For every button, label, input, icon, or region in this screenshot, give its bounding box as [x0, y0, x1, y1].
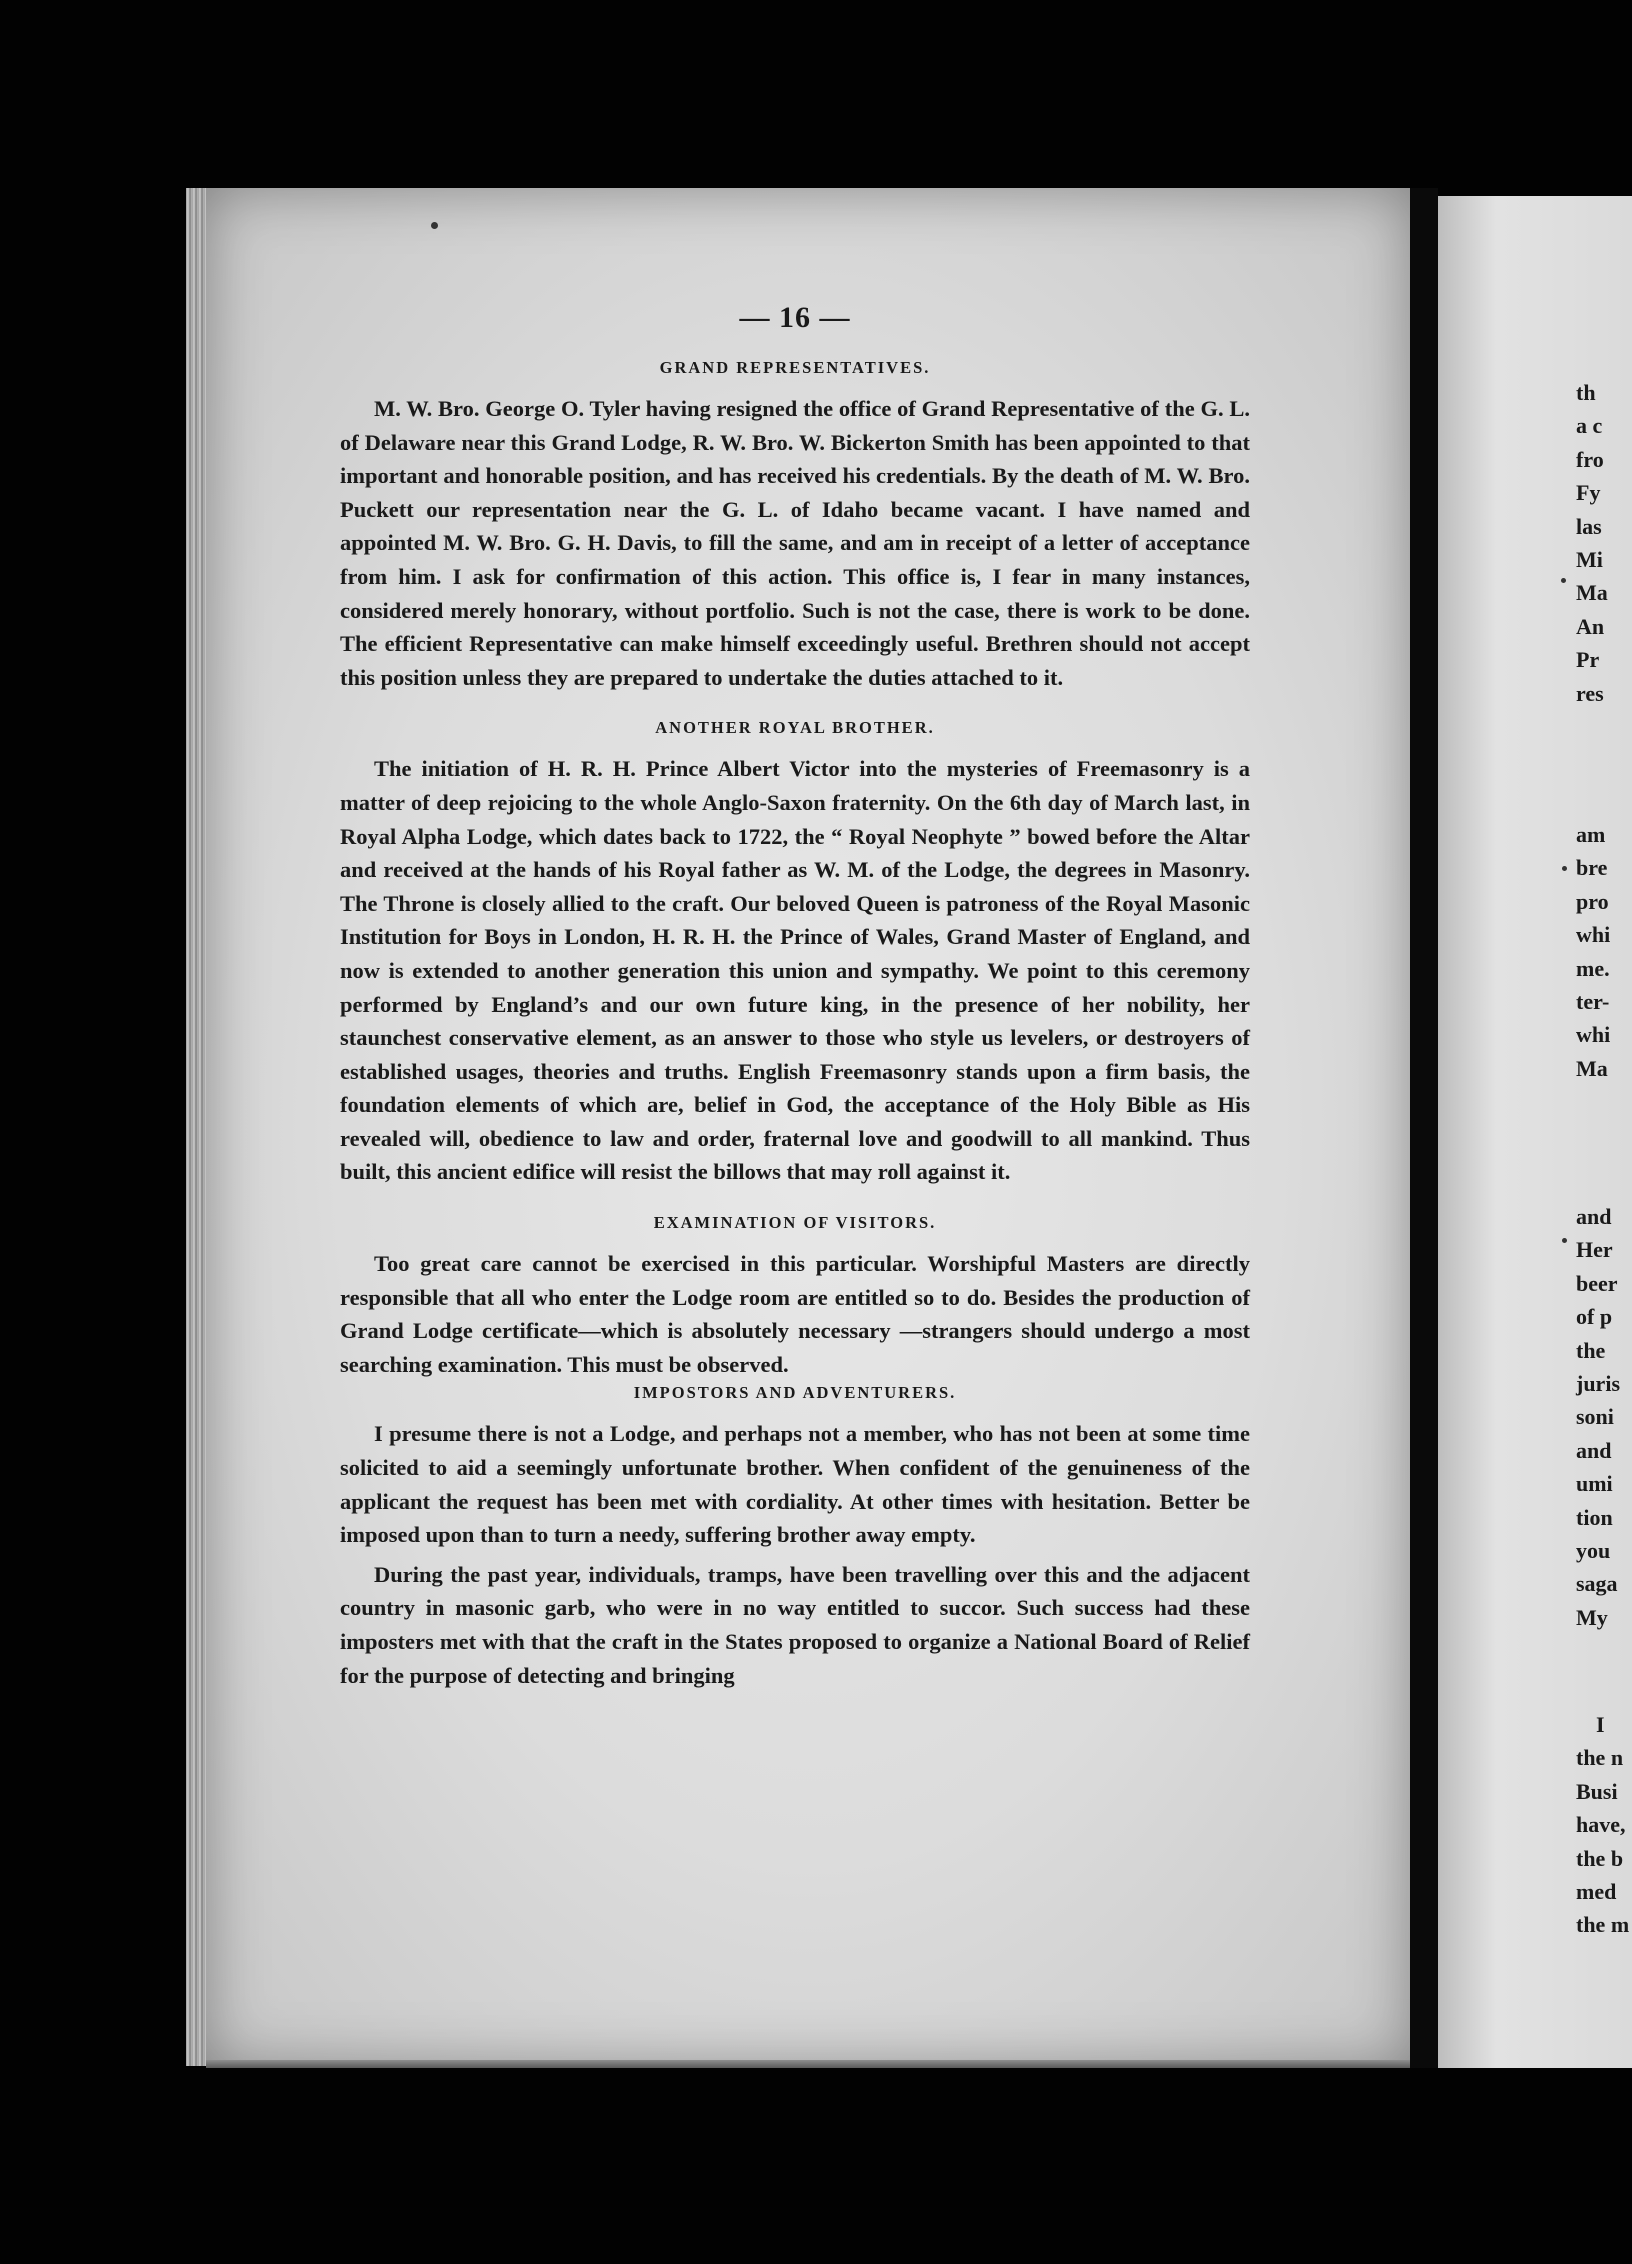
- next-page-fragment: the: [1576, 1337, 1606, 1363]
- page-bottom-edge: [206, 2060, 1412, 2068]
- next-page-fragment: An: [1576, 613, 1605, 639]
- page-number: — 16 —: [739, 301, 851, 334]
- next-page-fragment: Her: [1576, 1237, 1613, 1263]
- next-page-fragment: fro: [1576, 446, 1604, 472]
- next-page-fragment: ter-: [1576, 989, 1610, 1015]
- next-page-fragment: tion: [1576, 1504, 1613, 1530]
- paragraph: I presume there is not a Lodge, and perhaps not a member, who has not been at some time solicited to aid a seemingly unfortunate brother. When confident of the genuineness of the applicant the request has been met with cordiality. At other times with hesitation. Better be imposed upon than to turn a needy, suffering brother away empty.: [340, 1421, 1250, 1548]
- scan-speck: [431, 222, 438, 229]
- page-edge-stack: [186, 188, 208, 2066]
- next-page-fragment-block: [1576, 1708, 1632, 1942]
- paragraph: The initiation of H. R. H. Prince Albert Victor into the mysteries of Freemasonry is a matter of deep rejoicing to the whole Anglo-Saxon fraternity. On the 6th day of March last, in Royal Alpha Lodge, which dates back to 1722, the “ Royal Neophyte ” bowed before the Altar and received at the hands of his Royal father as W. M. of the Lodge, the degrees in Masonry. The Throne is closely allied to the craft. Our beloved Queen is patroness of the Royal Masonic Institution for Boys in London, H. R. H. the Prince of Wales, Grand Master of England, and now is extended to another generation this union and sympathy. We point to this ceremony performed by England’s and our own future king, in the presence of her nobility, her staunchest conservative element, as an answer to those who style us levelers, or destroyers of established usages, theories and truths. English Freemasonry stands upon a firm basis, the foundation elements of which are, belief in God, the acceptance of the Holy Bible as His revealed will, obedience to law and order, fraternal love and goodwill to all mankind. Thus built, this ancient edifice will resist the billows that may roll against it.: [340, 756, 1250, 1185]
- next-page-fragment: las: [1576, 513, 1602, 539]
- next-page-fragment: th: [1576, 380, 1596, 405]
- next-page-fragment: umi: [1576, 1471, 1613, 1497]
- scan-speck: [1562, 866, 1567, 871]
- next-page-fragment: Busi: [1576, 1778, 1618, 1804]
- section-heading-another-royal-brother: ANOTHER ROYAL BROTHER.: [655, 718, 935, 738]
- next-page-fragment: whi: [1576, 1022, 1611, 1048]
- next-page-fragment: and: [1576, 1204, 1612, 1229]
- next-page-fragment: am: [1576, 822, 1606, 847]
- next-page-fragment: the b: [1576, 1845, 1624, 1871]
- scan-speck: [1561, 578, 1566, 583]
- next-page-fragment: Fy: [1576, 480, 1601, 506]
- next-page-fragment: I: [1596, 1712, 1605, 1737]
- next-page-fragment: the n: [1576, 1745, 1624, 1771]
- next-page-fragment: me.: [1576, 955, 1610, 981]
- section-heading-grand-representatives: GRAND REPRESENTATIVES.: [659, 358, 931, 377]
- next-page-fragment: Pr: [1576, 647, 1600, 673]
- next-page-fragment: soni: [1576, 1404, 1614, 1430]
- next-page-fragment: Ma: [1576, 580, 1608, 606]
- next-page-fragment: a c: [1576, 413, 1603, 439]
- next-page-fragment: Ma: [1576, 1055, 1608, 1081]
- next-page-fragment: saga: [1576, 1571, 1618, 1597]
- next-page-fragment: med: [1576, 1879, 1617, 1905]
- next-page-fragment-block: [1576, 376, 1632, 710]
- next-page-fragment: Mi: [1576, 547, 1603, 573]
- next-page-fragment: whi: [1576, 922, 1611, 948]
- book-gutter: [1410, 188, 1438, 2068]
- next-page-fragment: bre: [1576, 855, 1608, 881]
- next-page-fragment: of p: [1576, 1304, 1613, 1330]
- next-page-fragment: and: [1576, 1437, 1612, 1463]
- next-page-fragment: beer: [1576, 1270, 1618, 1296]
- next-page-fragment-block: [1576, 1200, 1632, 1634]
- paragraph: Too great care cannot be exercised in this particular. Worshipful Masters are directly responsible that all who enter the Lodge room are entitled so to do. Besides the production of Grand Lodge certificate—which is absolutely necessary —strangers should undergo a most searching examination. This must be observed.: [340, 1251, 1250, 1377]
- section-heading-examination-of-visitors: EXAMINATION OF VISITORS.: [653, 1213, 937, 1233]
- next-page-fragment: pro: [1576, 888, 1609, 914]
- next-page-fragment: the m: [1576, 1912, 1630, 1938]
- section-heading-impostors-and-adventurers: IMPOSTORS AND ADVENTURERS.: [633, 1383, 957, 1403]
- scan-speck: [1562, 1238, 1567, 1243]
- next-page-fragment: juris: [1576, 1371, 1620, 1397]
- page-text-column: [340, 298, 1250, 1692]
- paragraph: M. W. Bro. George O. Tyler having resigned the office of Grand Representative of the G. L. of Delaware near this Grand Lodge, R. W. Bro. W. Bickerton Smith has been appointed to that important and honorable position, and has received his credentials. By the death of M. W. Bro. Puckett our representation near the G. L. of Idaho became vacant. I have named and appointed M. W. Bro. G. H. Davis, to fill the same, and am in receipt of a letter of acceptance from him. I ask for confirmation of this action. This office is, I fear in many instances, considered merely honorary, without portfolio. Such is not the case, there is work to be done. The efficient Representative can make himself exceedingly useful. Brethren should not accept this position unless they are prepared to undertake the duties attached to it.: [340, 396, 1250, 690]
- next-page-fragment: My: [1576, 1604, 1608, 1630]
- next-page-fragment: you: [1576, 1538, 1611, 1564]
- next-page-fragment: have,: [1576, 1812, 1626, 1838]
- next-page-fragment: res: [1576, 680, 1604, 706]
- paragraph: During the past year, individuals, tramps, have been travelling over this and the adjacent country in masonic garb, who were in no way entitled to succor. Such success had these imposters met with that the craft in the States proposed to organize a National Board of Relief for the purpose of detecting and bringing: [340, 1561, 1250, 1688]
- next-page-fragment-block: [1576, 818, 1632, 1085]
